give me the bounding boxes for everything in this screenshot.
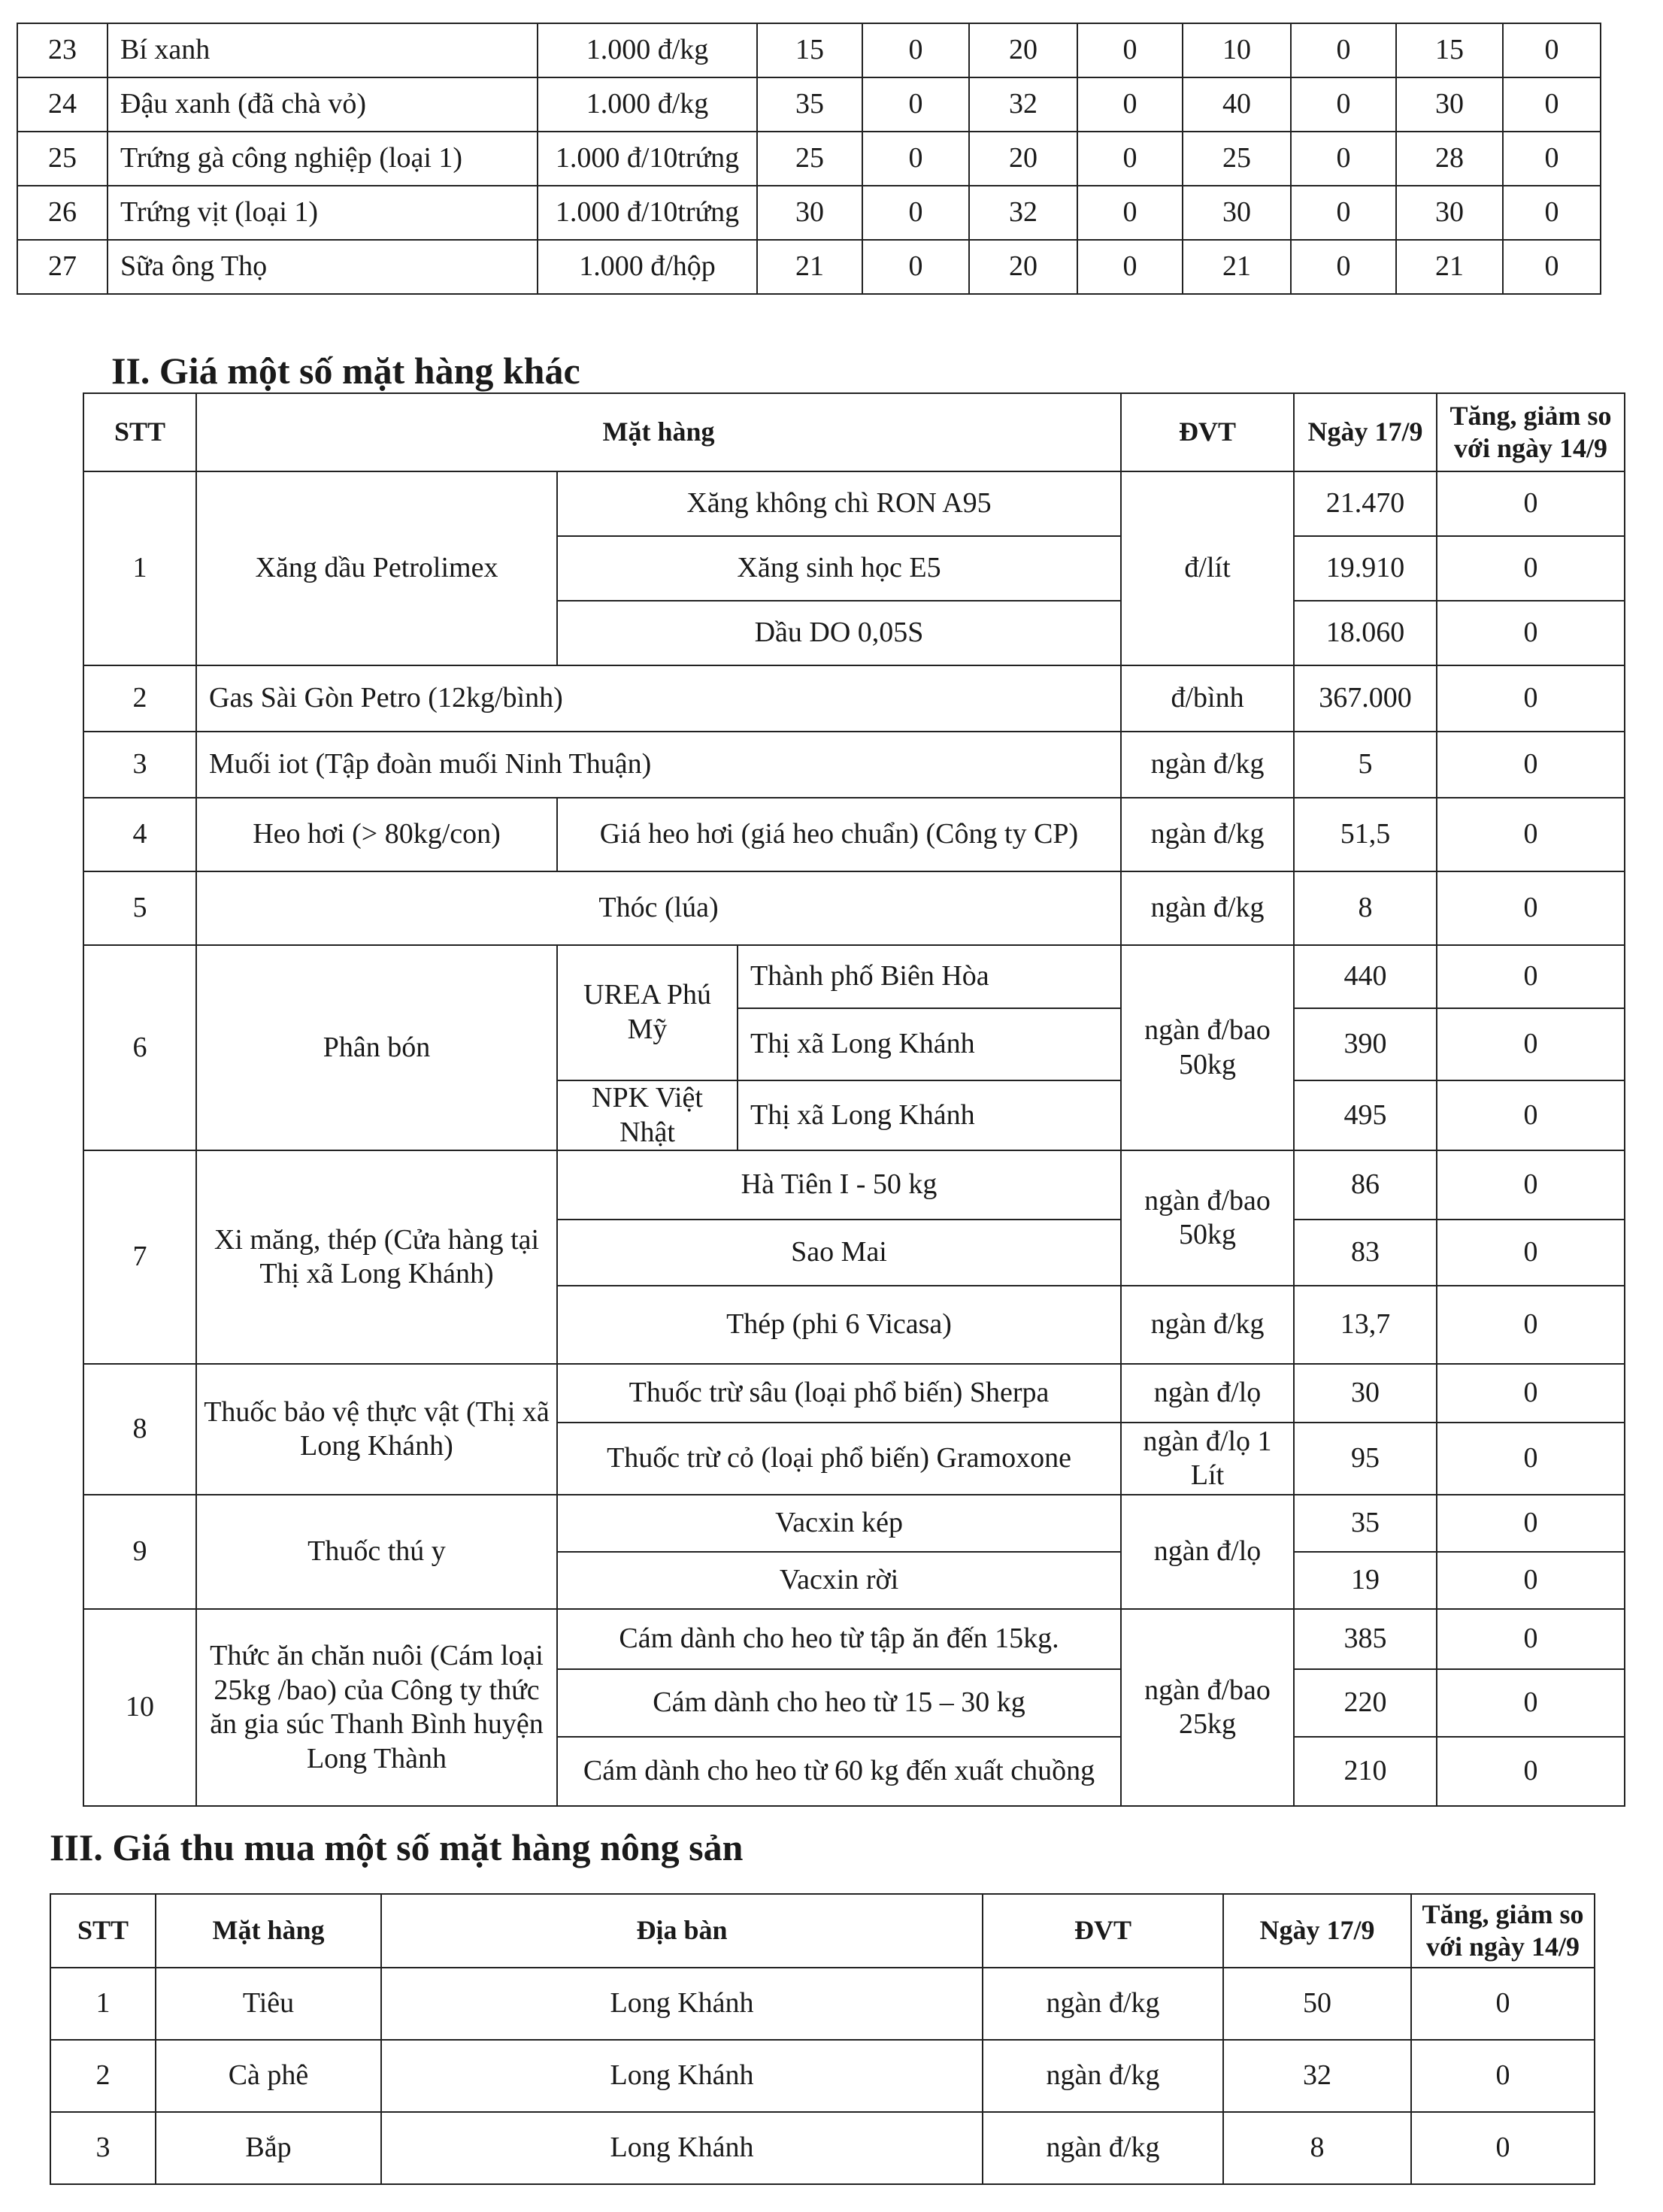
price-cell: 32: [1223, 2040, 1411, 2112]
price-cell: 51,5: [1294, 798, 1437, 871]
stt-cell: 3: [50, 2112, 156, 2184]
stt-cell: 7: [83, 1150, 196, 1364]
change-cell: 0: [1503, 77, 1601, 132]
price-cell: 50: [1223, 1968, 1411, 2040]
price-cell: 8: [1294, 871, 1437, 945]
unit-cell: ngàn đ/lọ: [1121, 1364, 1294, 1423]
item-cell: Đậu xanh (đã chà vỏ): [108, 77, 538, 132]
unit-cell: ngàn đ/bao 50kg: [1121, 1150, 1294, 1286]
table-header-row: [83, 393, 1625, 471]
unit-cell: ngàn đ/kg: [983, 1968, 1223, 2040]
header-unit: ĐVT: [1121, 393, 1294, 471]
unit-cell: 1.000 đ/kg: [538, 77, 757, 132]
price-cell: 10: [1183, 23, 1291, 77]
price-cell: 32: [969, 77, 1077, 132]
table-row: [17, 77, 1601, 132]
change-cell: 0: [1437, 1364, 1625, 1423]
table-row: [83, 665, 1625, 732]
location-cell: Thành phố Biên Hòa: [738, 945, 1121, 1008]
price-cell: 83: [1294, 1220, 1437, 1286]
area-cell: Long Khánh: [381, 2112, 983, 2184]
item-cell: Thức ăn chăn nuôi (Cám loại 25kg /bao) của Công ty thức ăn gia súc Thanh Bình huyện Long Thành: [196, 1609, 557, 1806]
price-cell: 8: [1223, 2112, 1411, 2184]
price-cell: 30: [757, 186, 862, 240]
change-cell: 0: [1437, 471, 1625, 536]
change-cell: 0: [1411, 2112, 1595, 2184]
table-row: [17, 240, 1601, 294]
change-cell: 0: [1291, 77, 1396, 132]
change-cell: 0: [1437, 945, 1625, 1008]
price-cell: 20: [969, 240, 1077, 294]
stt-cell: 1: [50, 1968, 156, 2040]
stt-cell: 24: [17, 77, 108, 132]
table-row: [83, 1150, 1625, 1220]
unit-cell: 1.000 đ/hộp: [538, 240, 757, 294]
unit-cell: ngàn đ/bao 50kg: [1121, 945, 1294, 1150]
change-cell: 0: [1437, 601, 1625, 665]
subitem-cell: Thuốc trừ cỏ (loại phổ biến) Gramoxone: [557, 1423, 1121, 1495]
subitem-cell: Sao Mai: [557, 1220, 1121, 1286]
change-cell: 0: [1437, 1609, 1625, 1669]
price-cell: 21: [757, 240, 862, 294]
subitem-cell: Thép (phi 6 Vicasa): [557, 1286, 1121, 1364]
change-cell: 0: [1077, 23, 1183, 77]
price-cell: 25: [757, 132, 862, 186]
item-cell: Bí xanh: [108, 23, 538, 77]
table-row: [83, 871, 1625, 945]
price-cell: 28: [1396, 132, 1503, 186]
price-cell: 385: [1294, 1609, 1437, 1669]
change-cell: 0: [862, 77, 969, 132]
change-cell: 0: [1077, 186, 1183, 240]
item-cell: Thuốc thú y: [196, 1495, 557, 1609]
change-cell: 0: [1437, 1080, 1625, 1150]
stt-cell: 9: [83, 1495, 196, 1609]
stt-cell: 8: [83, 1364, 196, 1495]
unit-cell: ngàn đ/lọ 1 Lít: [1121, 1423, 1294, 1495]
change-cell: 0: [1291, 240, 1396, 294]
change-cell: 0: [1291, 132, 1396, 186]
change-cell: 0: [1411, 2040, 1595, 2112]
item-cell: Thuốc bảo vệ thực vật (Thị xã Long Khánh): [196, 1364, 557, 1495]
subitem-cell: Cám dành cho heo từ tập ăn đến 15kg.: [557, 1609, 1121, 1669]
unit-cell: ngàn đ/bao 25kg: [1121, 1609, 1294, 1806]
change-cell: 0: [1503, 186, 1601, 240]
price-cell: 35: [1294, 1495, 1437, 1552]
change-cell: 0: [1437, 536, 1625, 601]
stt-cell: 27: [17, 240, 108, 294]
unit-cell: ngàn đ/lọ: [1121, 1495, 1294, 1609]
stt-cell: 6: [83, 945, 196, 1150]
other-goods-price-table: [83, 392, 1625, 1807]
stt-cell: 10: [83, 1609, 196, 1806]
table-row: [50, 2040, 1595, 2112]
subitem-cell: Cám dành cho heo từ 60 kg đến xuất chuồng: [557, 1737, 1121, 1806]
price-cell: 30: [1183, 186, 1291, 240]
unit-cell: đ/bình: [1121, 665, 1294, 732]
price-cell: 30: [1294, 1364, 1437, 1423]
header-item: Mặt hàng: [196, 393, 1121, 471]
header-area: Địa bàn: [381, 1894, 983, 1968]
table-row: [83, 732, 1625, 798]
price-cell: 21: [1396, 240, 1503, 294]
stt-cell: 4: [83, 798, 196, 871]
item-cell: Trứng vịt (loại 1): [108, 186, 538, 240]
unit-cell: 1.000 đ/10trứng: [538, 186, 757, 240]
price-cell: 390: [1294, 1008, 1437, 1080]
unit-cell: ngàn đ/kg: [1121, 1286, 1294, 1364]
change-cell: 0: [1437, 1286, 1625, 1364]
price-cell: 86: [1294, 1150, 1437, 1220]
change-cell: 0: [1077, 132, 1183, 186]
change-cell: 0: [1077, 77, 1183, 132]
subitem-cell: Vacxin rời: [557, 1552, 1121, 1609]
header-item: Mặt hàng: [156, 1894, 381, 1968]
unit-cell: 1.000 đ/kg: [538, 23, 757, 77]
subitem-cell: Thuốc trừ sâu (loại phổ biến) Sherpa: [557, 1364, 1121, 1423]
change-cell: 0: [1437, 1737, 1625, 1806]
unit-cell: ngàn đ/kg: [983, 2040, 1223, 2112]
header-stt: STT: [83, 393, 196, 471]
header-stt: STT: [50, 1894, 156, 1968]
location-cell: Thị xã Long Khánh: [738, 1080, 1121, 1150]
table-row: [83, 1364, 1625, 1423]
change-cell: 0: [862, 23, 969, 77]
section-2-title: II. Giá một số mặt hàng khác: [111, 350, 580, 392]
section-3-title: III. Giá thu mua một số mặt hàng nông sản: [50, 1826, 744, 1868]
price-cell: 32: [969, 186, 1077, 240]
item-cell: Thóc (lúa): [196, 871, 1121, 945]
change-cell: 0: [1503, 23, 1601, 77]
change-cell: 0: [1437, 1495, 1625, 1552]
table-row: [83, 1609, 1625, 1669]
stt-cell: 23: [17, 23, 108, 77]
item-cell: Tiêu: [156, 1968, 381, 2040]
change-cell: 0: [1291, 186, 1396, 240]
subitem-cell: Xăng sinh học E5: [557, 536, 1121, 601]
change-cell: 0: [862, 186, 969, 240]
subitem-cell: Vacxin kép: [557, 1495, 1121, 1552]
change-cell: 0: [1437, 871, 1625, 945]
stt-cell: 25: [17, 132, 108, 186]
farm-produce-price-table: [50, 1893, 1595, 2185]
table-row: [50, 1968, 1595, 2040]
stt-cell: 2: [83, 665, 196, 732]
table-row: [17, 132, 1601, 186]
header-date: Ngày 17/9: [1294, 393, 1437, 471]
header-unit: ĐVT: [983, 1894, 1223, 1968]
price-cell: 40: [1183, 77, 1291, 132]
change-cell: 0: [1437, 1423, 1625, 1495]
price-cell: 30: [1396, 186, 1503, 240]
change-cell: 0: [1437, 1669, 1625, 1737]
item-cell: Sữa ông Thọ: [108, 240, 538, 294]
item-cell: Gas Sài Gòn Petro (12kg/bình): [196, 665, 1121, 732]
item-cell: Trứng gà công nghiệp (loại 1): [108, 132, 538, 186]
stt-cell: 2: [50, 2040, 156, 2112]
area-cell: Long Khánh: [381, 1968, 983, 2040]
stt-cell: 26: [17, 186, 108, 240]
change-cell: 0: [862, 240, 969, 294]
unit-cell: 1.000 đ/10trứng: [538, 132, 757, 186]
price-cell: 30: [1396, 77, 1503, 132]
table-row: [83, 798, 1625, 871]
change-cell: 0: [1437, 1220, 1625, 1286]
header-date: Ngày 17/9: [1223, 1894, 1411, 1968]
item-cell: Cà phê: [156, 2040, 381, 2112]
table-row: [83, 471, 1625, 536]
commodity-price-table-continued: [17, 23, 1601, 295]
location-cell: Thị xã Long Khánh: [738, 1008, 1121, 1080]
unit-cell: ngàn đ/kg: [1121, 871, 1294, 945]
price-cell: 495: [1294, 1080, 1437, 1150]
unit-cell: ngàn đ/kg: [1121, 798, 1294, 871]
change-cell: 0: [1437, 1008, 1625, 1080]
price-cell: 25: [1183, 132, 1291, 186]
table-row: [83, 945, 1625, 1008]
subitem-cell: Hà Tiên I - 50 kg: [557, 1150, 1121, 1220]
area-cell: Long Khánh: [381, 2040, 983, 2112]
price-cell: 440: [1294, 945, 1437, 1008]
change-cell: 0: [1503, 132, 1601, 186]
unit-cell: ngàn đ/kg: [1121, 732, 1294, 798]
brand-cell: UREA Phú Mỹ: [557, 945, 738, 1080]
price-cell: 20: [969, 132, 1077, 186]
stt-cell: 5: [83, 871, 196, 945]
change-cell: 0: [1437, 1150, 1625, 1220]
table-row: [83, 1495, 1625, 1552]
unit-cell: đ/lít: [1121, 471, 1294, 665]
price-cell: 95: [1294, 1423, 1437, 1495]
change-cell: 0: [862, 132, 969, 186]
price-cell: 15: [757, 23, 862, 77]
change-cell: 0: [1437, 1552, 1625, 1609]
table-row: [50, 2112, 1595, 2184]
price-cell: 20: [969, 23, 1077, 77]
change-cell: 0: [1437, 732, 1625, 798]
change-cell: 0: [1291, 23, 1396, 77]
price-cell: 210: [1294, 1737, 1437, 1806]
item-cell: Phân bón: [196, 945, 557, 1150]
item-cell: Xi măng, thép (Cửa hàng tại Thị xã Long Khánh): [196, 1150, 557, 1364]
header-change: Tăng, giảm so với ngày 14/9: [1437, 393, 1625, 471]
farm-produce-table-body: [50, 1894, 1595, 2184]
change-cell: 0: [1437, 665, 1625, 732]
item-cell: Muối iot (Tập đoàn muối Ninh Thuận): [196, 732, 1121, 798]
price-cell: 15: [1396, 23, 1503, 77]
subitem-cell: Giá heo hơi (giá heo chuẩn) (Công ty CP): [557, 798, 1121, 871]
header-change: Tăng, giảm so với ngày 14/9: [1411, 1894, 1595, 1968]
commodity-price-table-body: [17, 23, 1601, 294]
subitem-cell: Cám dành cho heo từ 15 – 30 kg: [557, 1669, 1121, 1737]
brand-cell: NPK Việt Nhật: [557, 1080, 738, 1150]
price-cell: 5: [1294, 732, 1437, 798]
item-cell: Heo hơi (> 80kg/con): [196, 798, 557, 871]
price-cell: 21: [1183, 240, 1291, 294]
table-header-row: [50, 1894, 1595, 1968]
change-cell: 0: [1437, 798, 1625, 871]
price-cell: 220: [1294, 1669, 1437, 1737]
table-row: [17, 186, 1601, 240]
price-cell: 35: [757, 77, 862, 132]
stt-cell: 3: [83, 732, 196, 798]
item-cell: Bắp: [156, 2112, 381, 2184]
change-cell: 0: [1077, 240, 1183, 294]
item-cell: Xăng dầu Petrolimex: [196, 471, 557, 665]
price-cell: 367.000: [1294, 665, 1437, 732]
price-cell: 13,7: [1294, 1286, 1437, 1364]
change-cell: 0: [1411, 1968, 1595, 2040]
table-row: [17, 23, 1601, 77]
stt-cell: 1: [83, 471, 196, 665]
price-cell: 18.060: [1294, 601, 1437, 665]
subitem-cell: Dầu DO 0,05S: [557, 601, 1121, 665]
price-cell: 21.470: [1294, 471, 1437, 536]
change-cell: 0: [1503, 240, 1601, 294]
price-cell: 19.910: [1294, 536, 1437, 601]
subitem-cell: Xăng không chì RON A95: [557, 471, 1121, 536]
price-cell: 19: [1294, 1552, 1437, 1609]
unit-cell: ngàn đ/kg: [983, 2112, 1223, 2184]
